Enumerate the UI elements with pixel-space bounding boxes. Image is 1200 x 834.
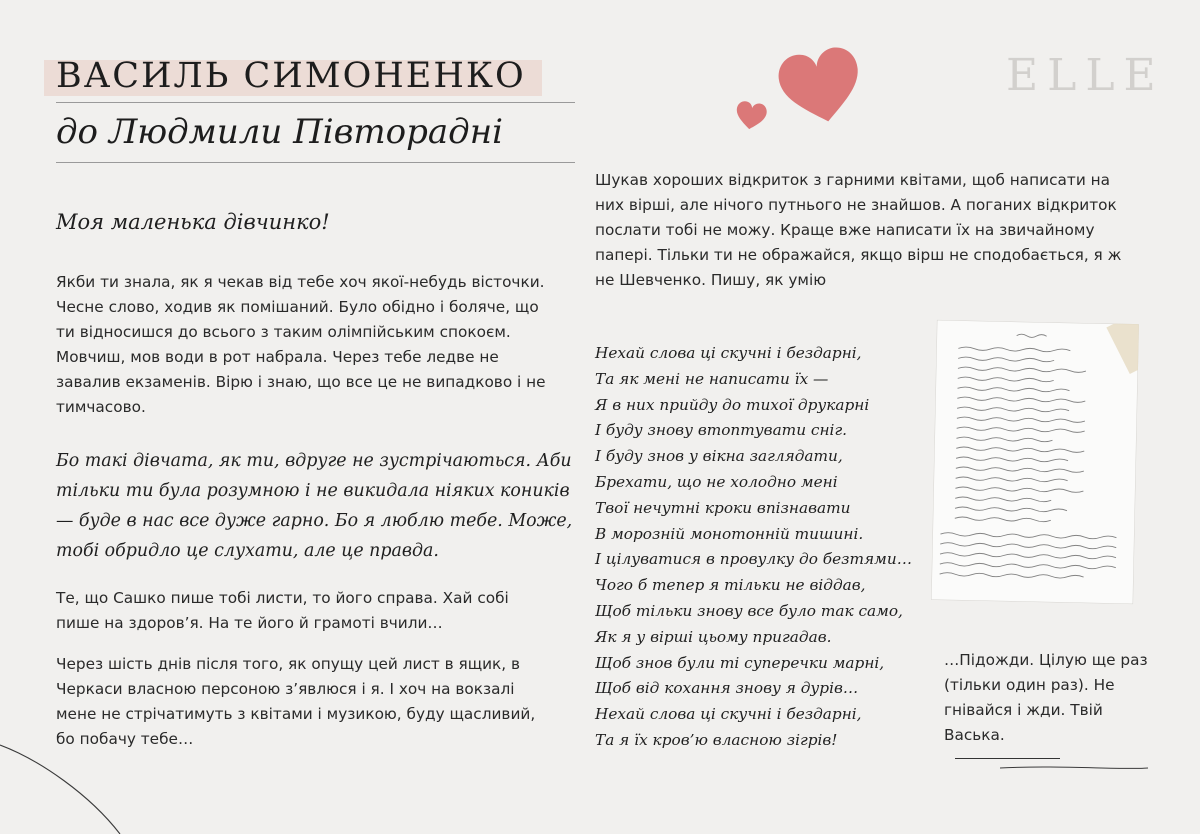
- poem-line: Я в них прийду до тихої друкарні: [595, 395, 870, 414]
- small-heart-icon: [734, 100, 768, 132]
- poem-line: Щоб тільки знову все було так само,: [595, 601, 903, 620]
- letter-paragraph-1: Якби ти знала, як я чекав від тебе хоч якої-небудь вісточки. Чесне слово, ходив як помішаний. Було обідно і боляче, що ти відносишся до всього з таким олімпійським спокоєм. Мовчиш, мов води в рот набрала. Через тебе ледве не завалив екзаменів. Вірю і знаю, що все це не випадково і не тимчасово.: [56, 273, 546, 416]
- title-divider: [56, 102, 575, 103]
- letter-intro-right: Шукав хороших відкриток з гарними квітами, щоб написати на них вірші, але нічого путнього не знайшов. А поганих відкриток послати тобі не можу. Краще вже написати їх на звичайному папері. Тільки ти не ображайся, якщо вірш не сподобається, я ж не Шевченко. Пишу, як умію: [595, 171, 1122, 289]
- poem-line: Нехай слова ці скучні і бездарні,: [595, 344, 862, 362]
- large-heart-icon: [776, 44, 866, 130]
- signature-underline: [955, 758, 1060, 759]
- page-title: ВАСИЛЬ СИМОНЕНКО: [56, 56, 526, 96]
- poem: [595, 341, 912, 754]
- poem-line: Щоб від кохання знову я дурів…: [595, 679, 859, 698]
- subtitle-divider: [56, 162, 575, 163]
- poem-line: Щоб знов були ті суперечки марні,: [595, 653, 885, 672]
- letter-highlight-quote: Бо такі дівчата, як ти, вдруге не зустрічаються. Аби тільки ти була розумною і не викидала ніяких коників — буде в нас все дуже гарно. Бо я люблю тебе. Може, тобі обридло це слухати, але це правда.: [56, 451, 573, 561]
- poem-line: І буду знову втоптувати сніг.: [595, 421, 848, 440]
- poem-line: Як я у вірші цьому пригадав.: [595, 627, 832, 646]
- page-subtitle: до Людмили Півторадні: [56, 112, 503, 152]
- poem-line: Та я їх кров’ю власною зігрів!: [595, 730, 838, 749]
- poem-line: Брехати, що не холодно мені: [595, 472, 838, 491]
- poem-line: Чого б тепер я тільки не віддав,: [595, 576, 866, 595]
- handwritten-letter-image: [931, 320, 1139, 604]
- poem-line: В морозній монотонній тишині.: [595, 524, 864, 543]
- poem-line: Твої нечутні кроки впізнавати: [595, 498, 851, 517]
- letter-closing: …Підожди. Цілую ще раз (тільки один раз). Не гнівайся і жди. Твій Васька.: [944, 651, 1148, 744]
- letter-paragraph-3: Через шість днів після того, як опущу цей лист в ящик, в Черкаси власною персоною з’явлюся і я. І хоч на вокзалі мене не стрічатимуть з квітами і музикою, буду щасливий, бо побачу тебе…: [56, 655, 536, 748]
- poem-line: Та як мені не написати їх —: [595, 369, 829, 388]
- elle-logo: ELLE: [1006, 50, 1165, 101]
- poem-line: І буду знов у вікна заглядати,: [595, 447, 843, 466]
- letter-greeting: Моя маленька дівчинко!: [56, 210, 330, 234]
- poem-line: Нехай слова ці скучні і бездарні,: [595, 705, 862, 724]
- letter-paragraph-2: Те, що Сашко пише тобі листи, то його справа. Хай собі пише на здоров’я. На те його й грамоті вчили…: [56, 589, 509, 632]
- poem-line: І цілуватися в провулку до безтями…: [595, 550, 912, 569]
